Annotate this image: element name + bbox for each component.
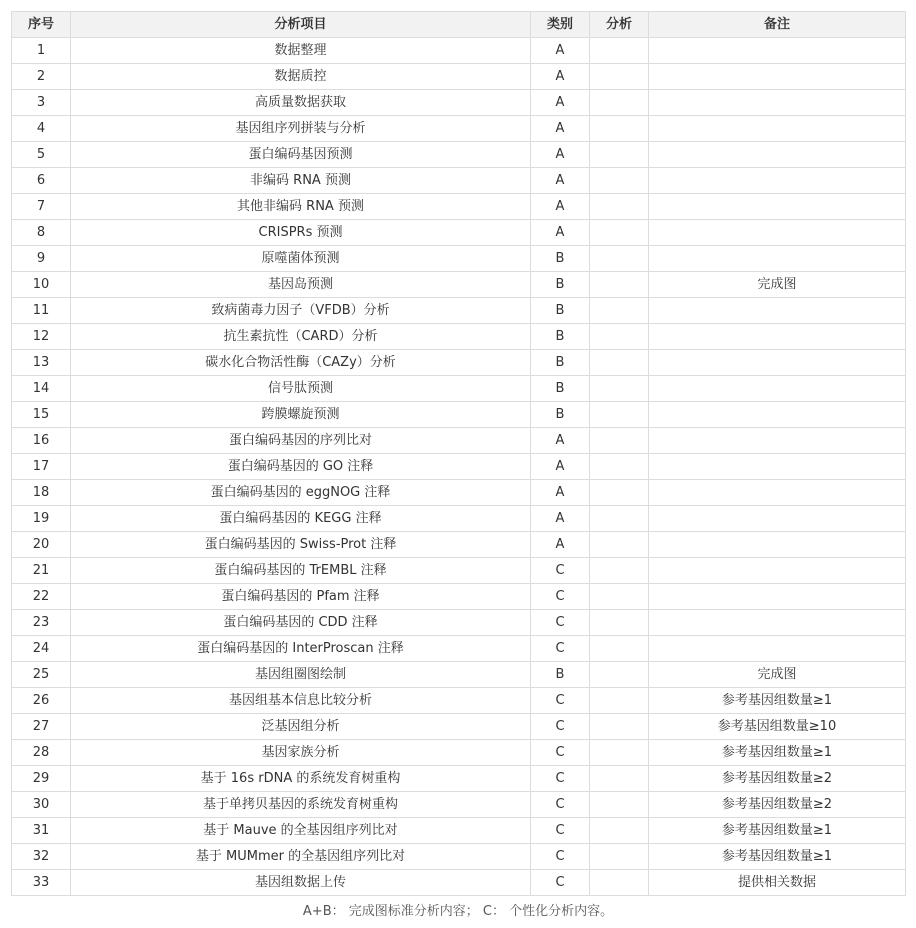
table-row xyxy=(12,376,906,402)
cell-note: 参考基因组数量≥1 xyxy=(649,740,906,766)
table-row xyxy=(12,116,906,142)
cell-analysis xyxy=(590,818,649,844)
cell-item: 信号肽预测 xyxy=(71,376,531,402)
table-row xyxy=(12,688,906,714)
table-row xyxy=(12,168,906,194)
cell-category: B xyxy=(531,662,590,688)
cell-category: A xyxy=(531,220,590,246)
cell-no: 26 xyxy=(12,688,71,714)
cell-item: 蛋白编码基因的 InterProscan 注释 xyxy=(71,636,531,662)
table-row xyxy=(12,272,906,298)
cell-note xyxy=(649,324,906,350)
table-row xyxy=(12,844,906,870)
table-row xyxy=(12,636,906,662)
cell-item: 蛋白编码基因的 Swiss-Prot 注释 xyxy=(71,532,531,558)
cell-analysis xyxy=(590,324,649,350)
cell-analysis xyxy=(590,870,649,896)
cell-no: 12 xyxy=(12,324,71,350)
cell-note: 完成图 xyxy=(649,272,906,298)
cell-note xyxy=(649,298,906,324)
cell-no: 5 xyxy=(12,142,71,168)
table-row xyxy=(12,428,906,454)
cell-category: A xyxy=(531,532,590,558)
cell-no: 9 xyxy=(12,246,71,272)
cell-category: A xyxy=(531,194,590,220)
cell-item: 基因岛预测 xyxy=(71,272,531,298)
cell-no: 21 xyxy=(12,558,71,584)
cell-analysis xyxy=(590,402,649,428)
cell-no: 7 xyxy=(12,194,71,220)
cell-note xyxy=(649,90,906,116)
cell-item: 蛋白编码基因的 CDD 注释 xyxy=(71,610,531,636)
cell-item: 蛋白编码基因的 KEGG 注释 xyxy=(71,506,531,532)
cell-analysis xyxy=(590,298,649,324)
analysis-table xyxy=(11,11,906,896)
table-row xyxy=(12,350,906,376)
cell-note xyxy=(649,64,906,90)
cell-no: 17 xyxy=(12,454,71,480)
cell-analysis xyxy=(590,194,649,220)
cell-category: C xyxy=(531,714,590,740)
cell-item: 蛋白编码基因的 GO 注释 xyxy=(71,454,531,480)
cell-item: 基因组基本信息比较分析 xyxy=(71,688,531,714)
cell-item: 跨膜螺旋预测 xyxy=(71,402,531,428)
cell-no: 6 xyxy=(12,168,71,194)
cell-category: C xyxy=(531,844,590,870)
table-row xyxy=(12,870,906,896)
cell-no: 15 xyxy=(12,402,71,428)
cell-category: A xyxy=(531,480,590,506)
table-row xyxy=(12,454,906,480)
header-category: 类别 xyxy=(531,12,590,38)
cell-analysis xyxy=(590,376,649,402)
table-row xyxy=(12,220,906,246)
cell-no: 10 xyxy=(12,272,71,298)
cell-analysis xyxy=(590,766,649,792)
cell-analysis xyxy=(590,64,649,90)
table-row xyxy=(12,480,906,506)
cell-category: A xyxy=(531,38,590,64)
table-row xyxy=(12,792,906,818)
cell-item: 基因组数据上传 xyxy=(71,870,531,896)
cell-category: C xyxy=(531,818,590,844)
cell-note xyxy=(649,610,906,636)
cell-category: B xyxy=(531,246,590,272)
table-row xyxy=(12,194,906,220)
cell-note xyxy=(649,584,906,610)
cell-note xyxy=(649,168,906,194)
cell-note xyxy=(649,376,906,402)
cell-analysis xyxy=(590,480,649,506)
table-row xyxy=(12,38,906,64)
cell-no: 23 xyxy=(12,610,71,636)
cell-analysis xyxy=(590,714,649,740)
cell-no: 28 xyxy=(12,740,71,766)
cell-note xyxy=(649,532,906,558)
cell-no: 1 xyxy=(12,38,71,64)
cell-item: 基因家族分析 xyxy=(71,740,531,766)
cell-category: B xyxy=(531,324,590,350)
cell-category: B xyxy=(531,298,590,324)
cell-category: B xyxy=(531,272,590,298)
cell-analysis xyxy=(590,454,649,480)
cell-analysis xyxy=(590,688,649,714)
table-row xyxy=(12,610,906,636)
cell-item: 蛋白编码基因预测 xyxy=(71,142,531,168)
cell-category: C xyxy=(531,792,590,818)
cell-item: 基于 Mauve 的全基因组序列比对 xyxy=(71,818,531,844)
cell-note xyxy=(649,246,906,272)
cell-category: C xyxy=(531,766,590,792)
header-no: 序号 xyxy=(12,12,71,38)
table-row xyxy=(12,766,906,792)
table-row xyxy=(12,506,906,532)
cell-note xyxy=(649,506,906,532)
cell-category: A xyxy=(531,506,590,532)
table-row xyxy=(12,246,906,272)
cell-item: 基于 16s rDNA 的系统发育树重构 xyxy=(71,766,531,792)
cell-no: 24 xyxy=(12,636,71,662)
cell-analysis xyxy=(590,740,649,766)
cell-category: A xyxy=(531,454,590,480)
cell-category: C xyxy=(531,688,590,714)
cell-no: 33 xyxy=(12,870,71,896)
table-row xyxy=(12,714,906,740)
cell-item: CRISPRs 预测 xyxy=(71,220,531,246)
cell-category: C xyxy=(531,870,590,896)
cell-no: 30 xyxy=(12,792,71,818)
cell-category: A xyxy=(531,90,590,116)
table-row xyxy=(12,740,906,766)
cell-no: 16 xyxy=(12,428,71,454)
cell-analysis xyxy=(590,532,649,558)
cell-item: 原噬菌体预测 xyxy=(71,246,531,272)
cell-note xyxy=(649,558,906,584)
cell-analysis xyxy=(590,844,649,870)
cell-item: 基于 MUMmer 的全基因组序列比对 xyxy=(71,844,531,870)
cell-item: 基因组圈图绘制 xyxy=(71,662,531,688)
cell-category: C xyxy=(531,740,590,766)
cell-note xyxy=(649,38,906,64)
cell-item: 蛋白编码基因的 Pfam 注释 xyxy=(71,584,531,610)
cell-category: A xyxy=(531,428,590,454)
cell-category: C xyxy=(531,558,590,584)
cell-analysis xyxy=(590,272,649,298)
cell-note xyxy=(649,350,906,376)
cell-no: 32 xyxy=(12,844,71,870)
cell-note: 参考基因组数量≥2 xyxy=(649,792,906,818)
table-row xyxy=(12,402,906,428)
cell-category: A xyxy=(531,116,590,142)
cell-note xyxy=(649,454,906,480)
header-note: 备注 xyxy=(649,12,906,38)
cell-note xyxy=(649,194,906,220)
cell-item: 数据整理 xyxy=(71,38,531,64)
cell-note: 参考基因组数量≥2 xyxy=(649,766,906,792)
cell-analysis xyxy=(590,584,649,610)
cell-note xyxy=(649,402,906,428)
cell-note xyxy=(649,480,906,506)
analysis-table-container xyxy=(11,11,905,920)
cell-no: 20 xyxy=(12,532,71,558)
cell-analysis xyxy=(590,636,649,662)
cell-category: A xyxy=(531,142,590,168)
cell-item: 抗生素抗性（CARD）分析 xyxy=(71,324,531,350)
cell-item: 非编码 RNA 预测 xyxy=(71,168,531,194)
cell-analysis xyxy=(590,142,649,168)
cell-note xyxy=(649,428,906,454)
cell-category: B xyxy=(531,350,590,376)
table-row xyxy=(12,532,906,558)
table-row xyxy=(12,584,906,610)
table-row xyxy=(12,818,906,844)
cell-category: A xyxy=(531,168,590,194)
cell-analysis xyxy=(590,38,649,64)
cell-item: 蛋白编码基因的 TrEMBL 注释 xyxy=(71,558,531,584)
cell-analysis xyxy=(590,506,649,532)
cell-analysis xyxy=(590,610,649,636)
cell-note xyxy=(649,636,906,662)
cell-analysis xyxy=(590,168,649,194)
cell-note xyxy=(649,142,906,168)
cell-no: 31 xyxy=(12,818,71,844)
table-row xyxy=(12,662,906,688)
cell-analysis xyxy=(590,350,649,376)
cell-no: 3 xyxy=(12,90,71,116)
footnote: A+B： 完成图标准分析内容； C： 个性化分析内容。 xyxy=(302,904,614,919)
cell-analysis xyxy=(590,558,649,584)
cell-category: A xyxy=(531,64,590,90)
cell-item: 其他非编码 RNA 预测 xyxy=(71,194,531,220)
cell-no: 13 xyxy=(12,350,71,376)
table-header-row xyxy=(12,12,906,38)
cell-item: 碳水化合物活性酶（CAZy）分析 xyxy=(71,350,531,376)
table-row xyxy=(12,324,906,350)
table-body xyxy=(12,38,906,896)
cell-item: 基于单拷贝基因的系统发育树重构 xyxy=(71,792,531,818)
cell-no: 29 xyxy=(12,766,71,792)
cell-category: C xyxy=(531,584,590,610)
cell-item: 数据质控 xyxy=(71,64,531,90)
table-row xyxy=(12,90,906,116)
cell-category: C xyxy=(531,636,590,662)
cell-category: B xyxy=(531,376,590,402)
cell-category: B xyxy=(531,402,590,428)
cell-no: 25 xyxy=(12,662,71,688)
cell-note: 参考基因组数量≥1 xyxy=(649,844,906,870)
cell-note xyxy=(649,116,906,142)
cell-note: 参考基因组数量≥1 xyxy=(649,818,906,844)
cell-analysis xyxy=(590,90,649,116)
cell-note xyxy=(649,220,906,246)
table-row xyxy=(12,558,906,584)
cell-no: 27 xyxy=(12,714,71,740)
cell-analysis xyxy=(590,220,649,246)
cell-item: 基因组序列拼装与分析 xyxy=(71,116,531,142)
cell-no: 11 xyxy=(12,298,71,324)
cell-item: 蛋白编码基因的序列比对 xyxy=(71,428,531,454)
cell-no: 19 xyxy=(12,506,71,532)
cell-no: 14 xyxy=(12,376,71,402)
cell-item: 致病菌毒力因子（VFDB）分析 xyxy=(71,298,531,324)
cell-note: 参考基因组数量≥1 xyxy=(649,688,906,714)
table-row xyxy=(12,64,906,90)
cell-item: 蛋白编码基因的 eggNOG 注释 xyxy=(71,480,531,506)
cell-category: C xyxy=(531,610,590,636)
cell-analysis xyxy=(590,792,649,818)
table-row xyxy=(12,142,906,168)
cell-note: 提供相关数据 xyxy=(649,870,906,896)
cell-note: 完成图 xyxy=(649,662,906,688)
cell-no: 4 xyxy=(12,116,71,142)
cell-note: 参考基因组数量≥10 xyxy=(649,714,906,740)
cell-no: 8 xyxy=(12,220,71,246)
cell-no: 22 xyxy=(12,584,71,610)
header-analysis: 分析 xyxy=(590,12,649,38)
cell-analysis xyxy=(590,116,649,142)
table-row xyxy=(12,298,906,324)
cell-analysis xyxy=(590,246,649,272)
cell-analysis xyxy=(590,428,649,454)
cell-item: 高质量数据获取 xyxy=(71,90,531,116)
cell-no: 2 xyxy=(12,64,71,90)
cell-analysis xyxy=(590,662,649,688)
cell-item: 泛基因组分析 xyxy=(71,714,531,740)
header-item: 分析项目 xyxy=(71,12,531,38)
cell-no: 18 xyxy=(12,480,71,506)
